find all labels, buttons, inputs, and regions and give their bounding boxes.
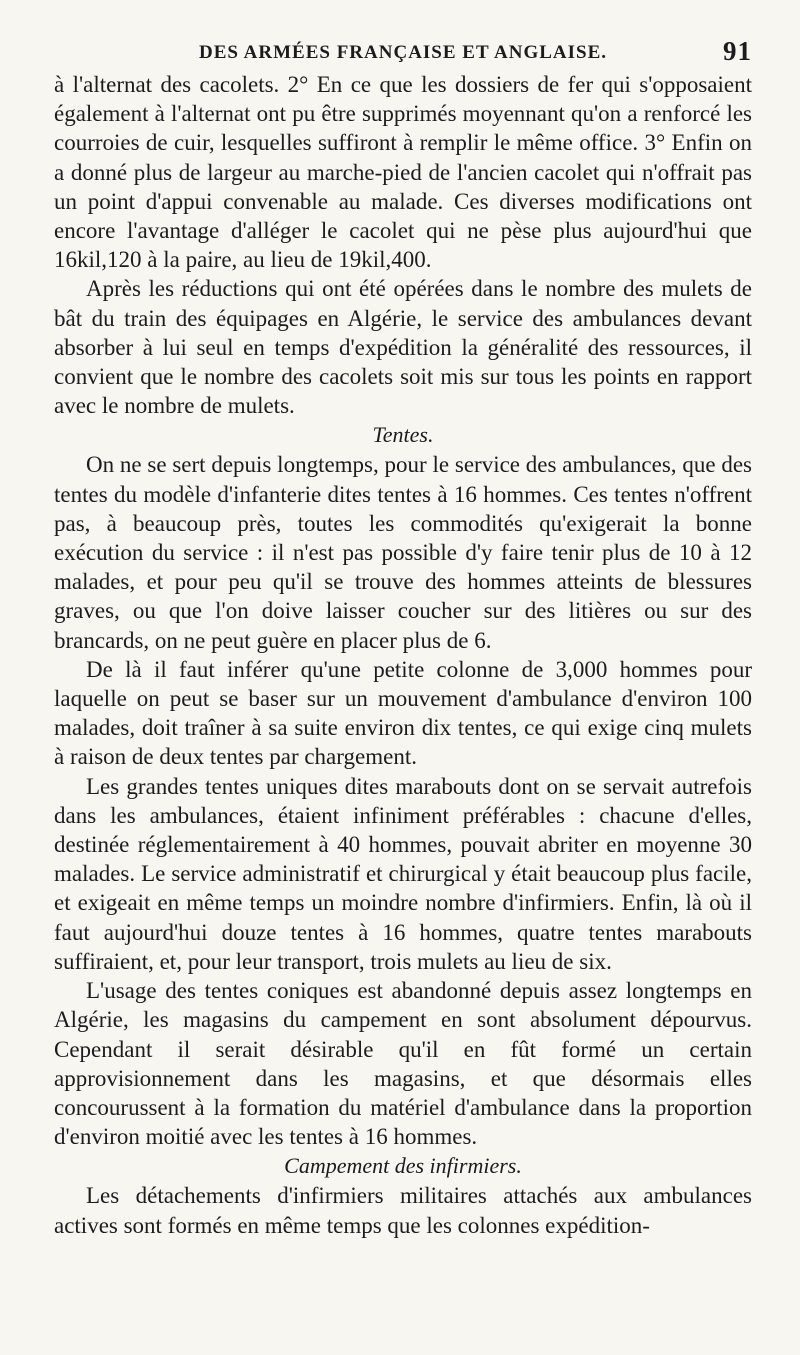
paragraph-petite-colonne: De là il faut inférer qu'une petite colonne de 3,000 hommes pour laquelle on peut se baser sur un mouvement d'ambulance d'environ 100 malades, doit traîner à sa suite environ dix tentes, ce qui exige cinq mulets à raison de deux tentes par chargement. — [54, 656, 752, 770]
book-page — [54, 30, 752, 1240]
paragraph-tentes-infanterie: On ne se sert depuis longtemps, pour le service des ambulances, que des tentes du modèle d'infanterie dites tentes à 16 hommes. Ces tentes n'offrent pas, à beaucoup près, toutes les commodités qu'exigerait la bonne exécution du service : il n'est pas possible d'y faire tenir plus de 10 à 12 malades, et pour peu qu'il se trouve des hommes atteints de blessures graves, ou que l'on doive laisser coucher sur des litières ou sur des brancards, on ne peut guère en placer plus de 6. — [54, 452, 752, 653]
section-title-campement: Campement des infirmiers. — [284, 1153, 522, 1179]
paragraph-infirmiers: Les détachements d'infirmiers militaires attachés aux ambulances actives sont formés en même temps que les colonnes expédition- — [54, 1183, 752, 1238]
running-head: DES ARMÉES FRANÇAISE ET ANGLAISE. — [199, 42, 607, 63]
page-header — [54, 30, 752, 70]
paragraph-mulets: Après les réductions qui ont été opérées dans le nombre des mulets de bât du train des équipages en Algérie, le service des ambulances devant absorber à lui seul en temps d'expédition la généralité des ressources, il convient que le nombre des cacolets soit mis sur tous les points en rapport avec le nombre de mulets. — [54, 276, 752, 419]
paragraph-cacolets-continued: à l'alternat des cacolets. 2° En ce que les dossiers de fer qui s'opposaient également à l'alternat ont pu être supprimés moyennant qu'on a renforcé les courroies de cuir, lesquelles suffiront à remplir le même office. 3° Enfin on a donné plus de largeur au marche-pied de l'ancien cacolet qui n'offrait pas un point d'appui convenable au malade. Ces diverses modifications ont encore l'avantage d'alléger le cacolet qui ne pèse plus aujourd'hui que 16kil,120 à la paire, au lieu de 19kil,400. — [54, 72, 752, 273]
paragraph-tentes-coniques: L'usage des tentes coniques est abandonné depuis assez longtemps en Algérie, les magasins du campement en sont absolument dépourvus. Cependant il serait désirable qu'il en fût formé un certain approvisionnement dans les magasins, et que désormais elles concourussent à la formation du matériel d'ambulance dans la proportion d'environ moitié avec les tentes à 16 hommes. — [54, 978, 752, 1150]
page-body — [54, 70, 752, 1240]
section-title-tentes: Tentes. — [372, 422, 434, 448]
page-number: 91 — [723, 36, 752, 66]
paragraph-marabouts: Les grandes tentes uniques dites marabouts dont on se servait autrefois dans les ambulances, étaient infiniment préférables : chacune d'elles, destinée réglementairement à 40 hommes, pouvait abriter en moyenne 30 malades. Le service administratif et chirurgical y était beaucoup plus facile, et exigeait en même temps un moindre nombre d'infirmiers. Enfin, là où il faut aujourd'hui douze tentes à 16 hommes, quatre tentes marabouts suffiraient, et, pour leur transport, trois mulets au lieu de six. — [54, 773, 752, 974]
